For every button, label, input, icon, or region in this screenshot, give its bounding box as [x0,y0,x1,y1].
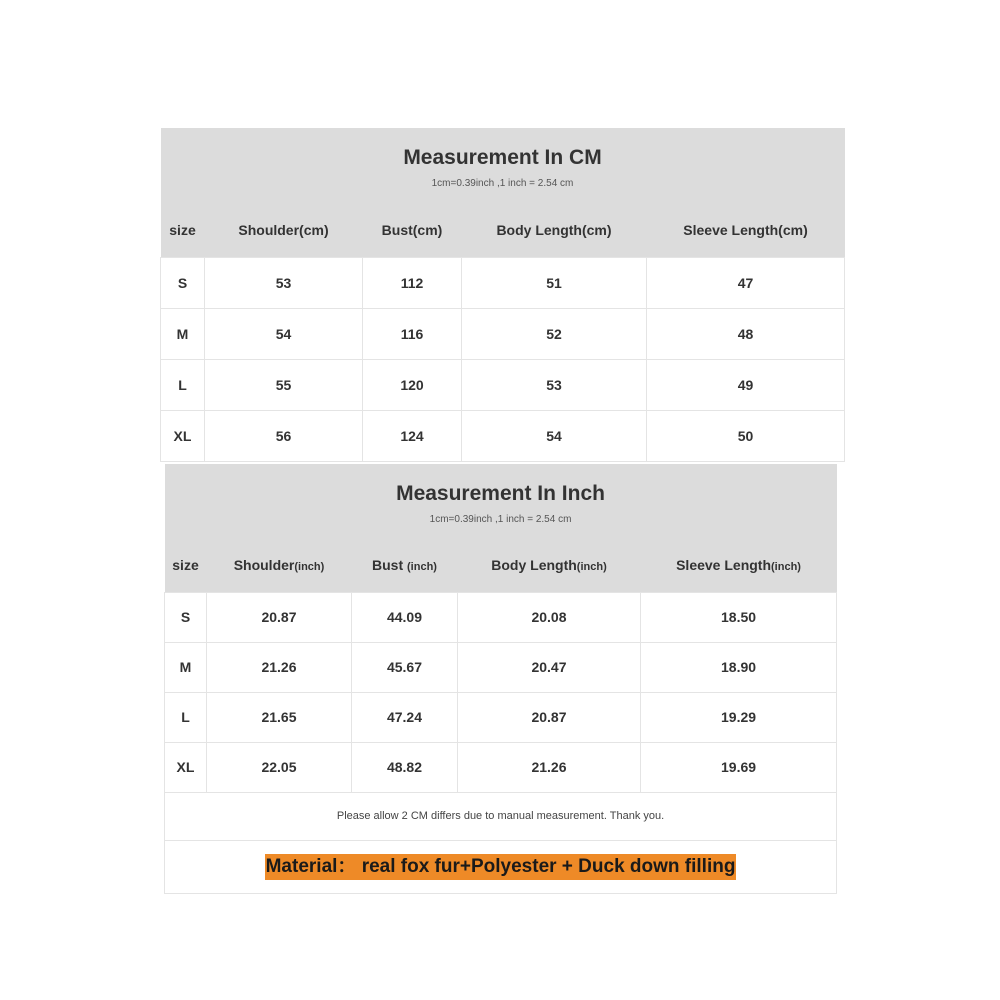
shoulder-cell: 54 [205,308,363,359]
header-unit: (inch) [407,561,437,574]
bust-cell: 116 [363,308,462,359]
shoulder-cell: 21.26 [207,642,352,692]
shoulder-cell: 20.87 [207,592,352,642]
inch-header-body-length [458,539,641,592]
table-row [165,642,837,692]
cm-header-size: size [161,203,205,257]
sleeve-length-cell: 48 [647,308,845,359]
size-cell: L [165,692,207,742]
header-label: Sleeve Length [676,557,772,574]
inch-table-subtitle: 1cm=0.39inch ,1 inch = 2.54 cm [429,514,572,525]
header-unit: (inch) [294,561,325,574]
inch-header-size [165,539,207,592]
bust-cell: 47.24 [352,692,458,742]
table-row [165,692,837,742]
size-cell: L [161,359,205,410]
body-length-cell: 20.08 [458,592,641,642]
bust-cell: 112 [363,257,462,308]
measurement-inch-table [164,464,837,894]
size-cell: XL [165,742,207,792]
shoulder-cell: 56 [205,410,363,461]
header-label: Bust [372,557,408,574]
header-label: Body Length [491,557,577,574]
size-cell: M [161,308,205,359]
body-length-cell: 21.26 [458,742,641,792]
inch-table-title: Measurement In Inch [396,482,605,505]
size-cell: S [165,592,207,642]
body-length-cell: 51 [462,257,647,308]
body-length-cell: 20.87 [458,692,641,742]
cm-header-bust: Bust(cm) [363,203,462,257]
sleeve-length-cell: 47 [647,257,845,308]
inch-header-sleeve-length [641,539,837,592]
cm-header-body-length: Body Length(cm) [462,203,647,257]
header-label: Shoulder [233,557,295,574]
inch-header-shoulder [207,539,352,592]
material-cell [165,840,837,893]
body-length-cell: 52 [462,308,647,359]
shoulder-cell: 53 [205,257,363,308]
cm-table-title: Measurement In CM [403,146,602,169]
measurement-note: Please allow 2 CM differs due to manual measurement. Thank you. [165,792,837,840]
size-cell: XL [161,410,205,461]
sleeve-length-cell: 18.50 [641,592,837,642]
table-row [165,742,837,792]
sleeve-length-cell: 18.90 [641,642,837,692]
sleeve-length-cell: 19.29 [641,692,837,742]
cm-table-subtitle: 1cm=0.39inch ,1 inch = 2.54 cm [431,178,574,189]
bust-cell: 120 [363,359,462,410]
inch-header-row [165,539,837,592]
material-label: Material： real fox fur+Polyester + Duck down filling [265,854,737,880]
size-cell: S [161,257,205,308]
cm-header-shoulder: Shoulder(cm) [205,203,363,257]
table-row [165,592,837,642]
size-cell: M [165,642,207,692]
shoulder-cell: 21.65 [207,692,352,742]
sleeve-length-cell: 19.69 [641,742,837,792]
table-row [161,257,845,308]
sleeve-length-cell: 50 [647,410,845,461]
body-length-cell: 54 [462,410,647,461]
cm-header-row [161,203,845,257]
bust-cell: 45.67 [352,642,458,692]
header-unit: (inch) [771,561,801,574]
table-row [161,410,845,461]
body-length-cell: 20.47 [458,642,641,692]
bust-cell: 124 [363,410,462,461]
measurement-cm-table [160,128,845,462]
table-row [161,359,845,410]
bust-cell: 44.09 [352,592,458,642]
cm-title-cell [161,128,845,203]
body-length-cell: 53 [462,359,647,410]
table-row [161,308,845,359]
shoulder-cell: 55 [205,359,363,410]
header-label: size [172,557,199,574]
header-unit: (inch) [576,561,607,574]
bust-cell: 48.82 [352,742,458,792]
inch-title-cell [165,464,837,539]
cm-header-sleeve-length: Sleeve Length(cm) [647,203,845,257]
inch-header-bust [352,539,458,592]
shoulder-cell: 22.05 [207,742,352,792]
sleeve-length-cell: 49 [647,359,845,410]
